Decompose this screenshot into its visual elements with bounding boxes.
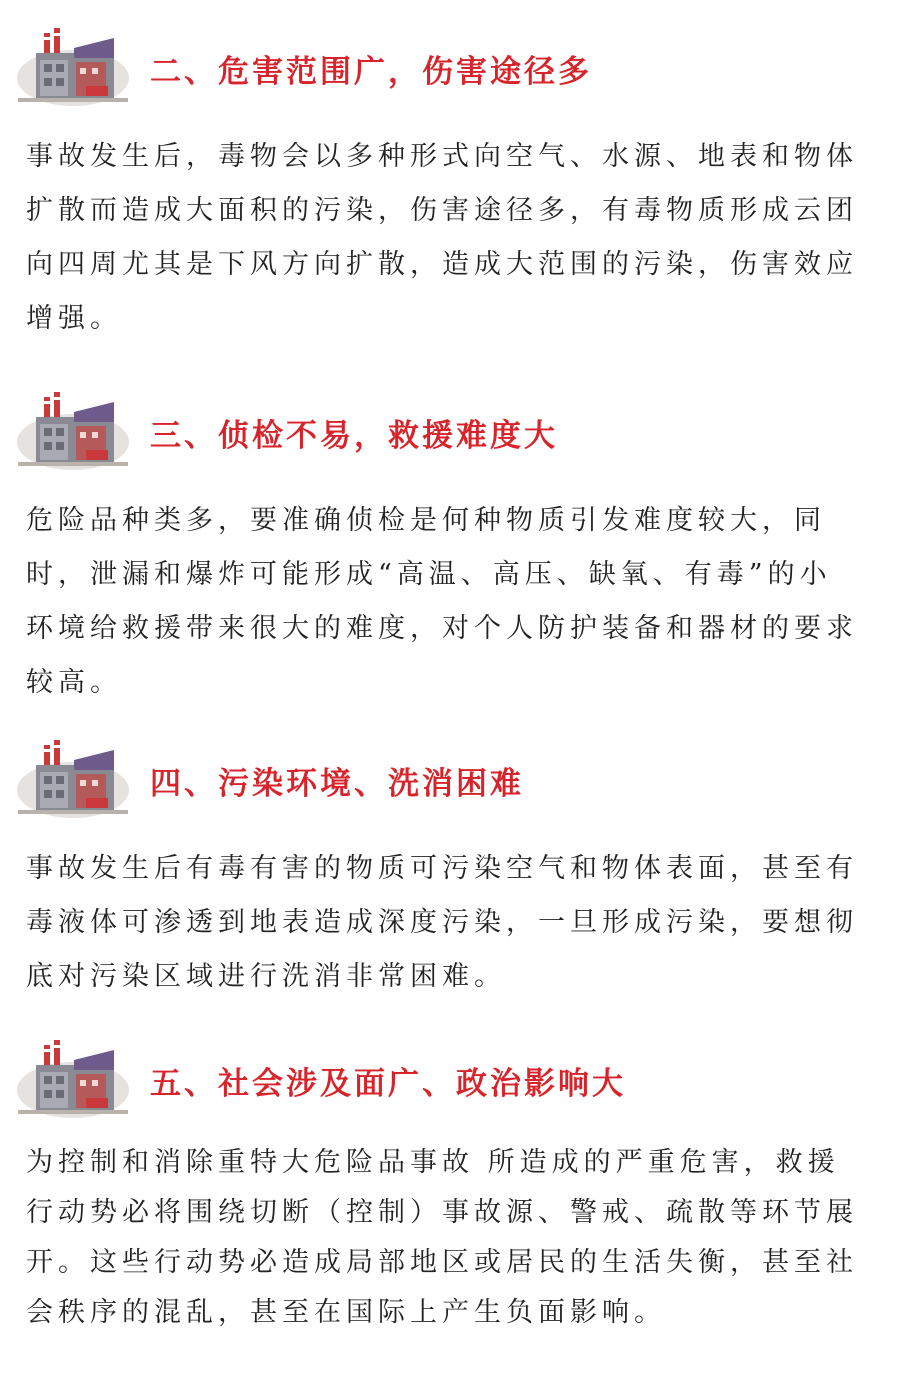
factory-icon	[14, 1040, 132, 1120]
factory-icon	[14, 392, 132, 472]
section-heading	[0, 1040, 900, 1120]
factory-icon	[14, 28, 132, 108]
section-body: 事故发生后有毒有害的物质可污染空气和物体表面，甚至有毒液体可渗透到地表造成深度污染，一旦形成污染，要想彻底对污染区域进行洗消非常困难。	[26, 853, 858, 992]
section-heading	[0, 392, 900, 472]
section-body: 为控制和消除重特大危险品事故 所造成的严重危害，救援行动势必将围绕切断（控制）事故源、警戒、疏散等环节展开。这些行动势必造成局部地区或居民的生活失衡，甚至社会秩序的混乱，甚至在国际上产生负面影响。	[26, 1147, 858, 1328]
section-heading	[0, 740, 900, 820]
section-heading	[0, 28, 900, 108]
section-heading-text: 三、侦检不易，救援难度大	[150, 418, 558, 454]
section-body: 事故发生后，毒物会以多种形式向空气、水源、地表和物体扩散而造成大面积的污染，伤害途径多，有毒物质形成云团向四周尤其是下风方向扩散，造成大范围的污染，伤害效应增强。	[26, 141, 858, 334]
section-heading-text: 二、危害范围广，伤害途径多	[150, 54, 592, 90]
section-heading-text: 五、社会涉及面广、政治影响大	[150, 1066, 626, 1102]
section-body: 危险品种类多，要准确侦检是何种物质引发难度较大，同时，泄漏和爆炸可能形成“高温、高压、缺氧、有毒”的小环境给救援带来很大的难度，对个人防护装备和器材的要求较高。	[26, 505, 858, 698]
section-heading-text: 四、污染环境、洗消困难	[150, 766, 524, 802]
factory-icon	[14, 740, 132, 820]
